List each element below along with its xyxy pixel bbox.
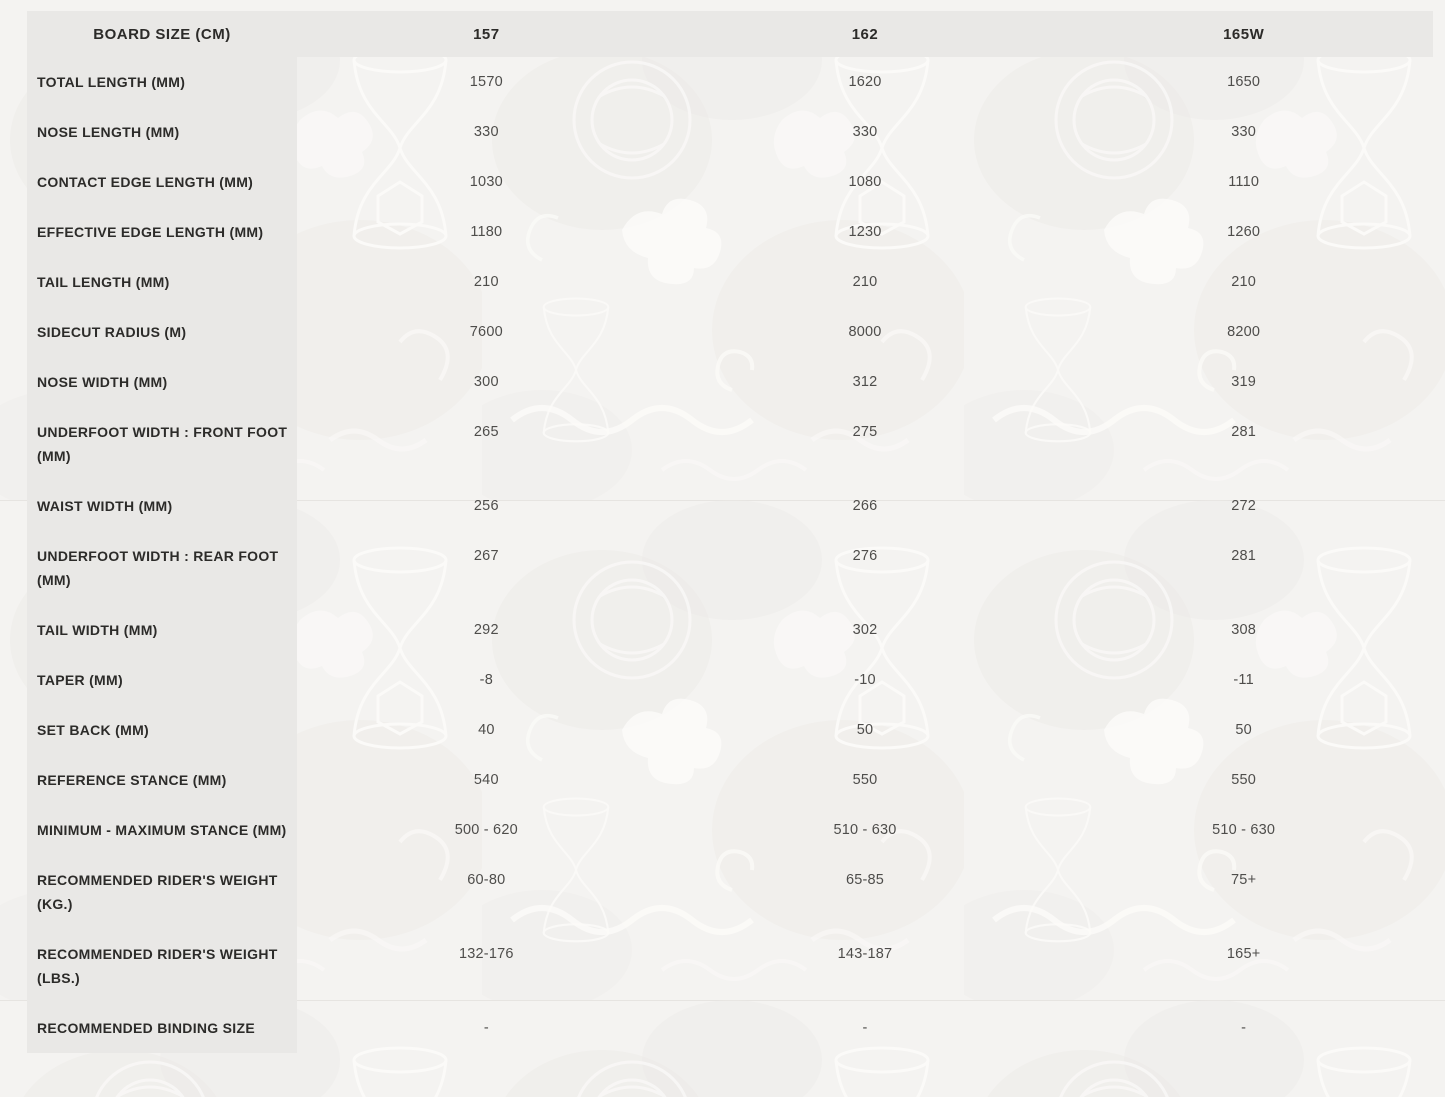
spec-value: 300 [473, 374, 499, 390]
spec-value: 8000 [848, 324, 882, 340]
spec-label: TAIL LENGTH (MM) [27, 257, 297, 307]
spec-value: 1080 [848, 174, 882, 190]
spec-value: 1110 [1228, 174, 1260, 190]
spec-value: 276 [852, 548, 878, 564]
spec-value: 550 [852, 772, 878, 788]
spec-label: CONTACT EDGE LENGTH (MM) [27, 157, 297, 207]
spec-label: RECOMMENDED RIDER'S WEIGHT (KG.) [27, 855, 297, 929]
spec-value: - [1241, 1020, 1247, 1036]
header-size-162: 162 [851, 25, 879, 43]
header-size-157: 157 [473, 25, 500, 43]
header-size-165w: 165W [1223, 25, 1265, 43]
spec-label: MINIMUM - MAXIMUM STANCE (MM) [27, 805, 297, 855]
spec-value: 1650 [1227, 74, 1261, 90]
table-row-min-max-stance [27, 805, 1433, 855]
spec-value: 267 [473, 548, 499, 564]
board-spec-table [27, 11, 1433, 1053]
spec-value: - [483, 1020, 489, 1036]
spec-value: 330 [473, 124, 499, 140]
spec-value: -11 [1233, 672, 1254, 688]
spec-label: TAIL WIDTH (MM) [27, 605, 297, 655]
spec-label: WAIST WIDTH (MM) [27, 481, 297, 531]
spec-value: 266 [852, 498, 878, 514]
spec-value: 8200 [1227, 324, 1261, 340]
spec-label: RECOMMENDED RIDER'S WEIGHT (LBS.) [27, 929, 297, 1003]
table-row-nose-length [27, 107, 1433, 157]
spec-value: 75+ [1231, 872, 1257, 888]
spec-label: EFFECTIVE EDGE LENGTH (MM) [27, 207, 297, 257]
spec-value: 65-85 [845, 872, 885, 888]
table-row-contact-edge-length [27, 157, 1433, 207]
table-row-effective-edge-length [27, 207, 1433, 257]
spec-value: - [862, 1020, 868, 1036]
table-header-row [27, 11, 1433, 57]
spec-value: 256 [473, 498, 499, 514]
spec-value: 281 [1231, 424, 1257, 440]
spec-value: 312 [852, 374, 878, 390]
table-row-sidecut-radius [27, 307, 1433, 357]
table-row-tail-width [27, 605, 1433, 655]
spec-value: 50 [1235, 722, 1252, 738]
spec-value: -10 [854, 672, 876, 688]
spec-value: 143-187 [837, 946, 893, 962]
table-row-underfoot-width-front [27, 407, 1433, 481]
table-row-nose-width [27, 357, 1433, 407]
table-row-tail-length [27, 257, 1433, 307]
table-row-set-back [27, 705, 1433, 755]
spec-value: 500 - 620 [454, 822, 518, 838]
spec-value: 165+ [1226, 946, 1261, 962]
spec-value: 1260 [1227, 224, 1261, 240]
spec-value: 132-176 [459, 946, 514, 962]
spec-value: 210 [1231, 274, 1257, 290]
spec-value: 210 [852, 274, 878, 290]
spec-value: 319 [1231, 374, 1257, 390]
spec-label: SET BACK (MM) [27, 705, 297, 755]
table-row-rider-weight-lbs [27, 929, 1433, 1003]
spec-value: 1620 [848, 74, 882, 90]
spec-label: TOTAL LENGTH (MM) [27, 57, 297, 107]
spec-value: 275 [852, 424, 878, 440]
spec-label: NOSE LENGTH (MM) [27, 107, 297, 157]
spec-value: 60-80 [467, 872, 506, 888]
spec-value: 40 [478, 722, 495, 738]
spec-value: 510 - 630 [1212, 822, 1276, 838]
table-row-total-length [27, 57, 1433, 107]
table-row-reference-stance [27, 755, 1433, 805]
spec-value: 302 [852, 622, 878, 638]
spec-value: -8 [479, 672, 493, 688]
spec-label: UNDERFOOT WIDTH : REAR FOOT (MM) [27, 531, 297, 605]
spec-value: 330 [852, 124, 878, 140]
spec-value: 7600 [469, 324, 503, 340]
spec-value: 292 [473, 622, 499, 638]
spec-value: 550 [1231, 772, 1257, 788]
spec-value: 1570 [469, 74, 503, 90]
spec-value: 308 [1231, 622, 1257, 638]
spec-label: NOSE WIDTH (MM) [27, 357, 297, 407]
spec-value: 50 [856, 722, 874, 738]
table-row-underfoot-width-rear [27, 531, 1433, 605]
spec-value: 1030 [469, 174, 503, 190]
spec-label: TAPER (MM) [27, 655, 297, 705]
spec-value: 272 [1231, 498, 1257, 514]
table-row-rider-weight-kg [27, 855, 1433, 929]
header-board-size-label: BOARD SIZE (CM) [93, 25, 231, 43]
spec-value: 265 [473, 424, 499, 440]
spec-label: RECOMMENDED BINDING SIZE [27, 1003, 297, 1053]
spec-value: 281 [1231, 548, 1257, 564]
spec-value: 1230 [848, 224, 882, 240]
table-row-taper [27, 655, 1433, 705]
spec-value: 330 [1231, 124, 1257, 140]
spec-label: REFERENCE STANCE (MM) [27, 755, 297, 805]
spec-value: 540 [473, 772, 499, 788]
spec-value: 510 - 630 [833, 822, 897, 838]
spec-value: 210 [473, 274, 499, 290]
spec-label: UNDERFOOT WIDTH : FRONT FOOT (MM) [27, 407, 297, 481]
spec-value: 1180 [470, 224, 503, 240]
table-row-binding-size [27, 1003, 1433, 1053]
spec-label: SIDECUT RADIUS (M) [27, 307, 297, 357]
table-row-waist-width [27, 481, 1433, 531]
